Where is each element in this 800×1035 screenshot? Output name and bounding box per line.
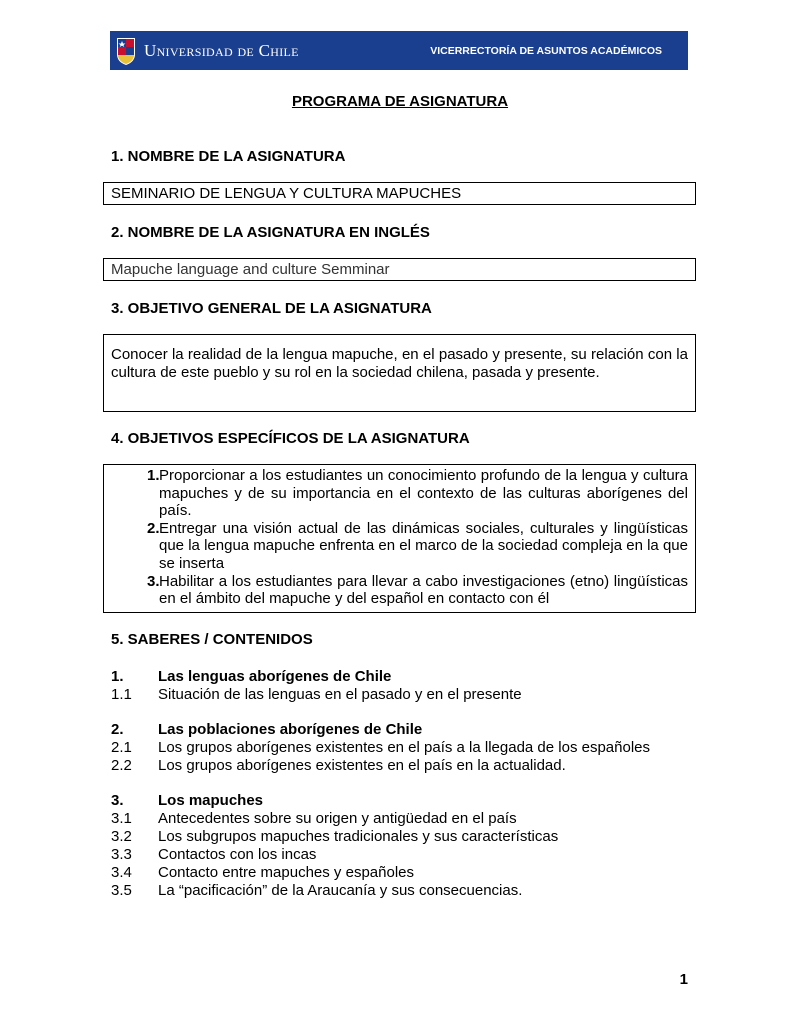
content-item xyxy=(111,686,691,704)
section-1-heading: 1. NOMBRE DE LA ASIGNATURA xyxy=(111,148,346,165)
objective-number: 2. xyxy=(147,519,160,537)
content-item-number: 3.4 xyxy=(111,864,132,881)
section-2-box xyxy=(103,258,696,281)
content-group-title xyxy=(111,668,691,686)
objective-item xyxy=(147,572,688,608)
content-item-text: Antecedentes sobre su origen y antigüedad en el país xyxy=(158,810,517,827)
content-item-text: Los subgrupos mapuches tradicionales y sus características xyxy=(158,828,559,845)
content-item xyxy=(111,757,691,775)
page-title: PROGRAMA DE ASIGNATURA xyxy=(291,93,509,110)
general-objective: Conocer la realidad de la lengua mapuche, en el pasado y presente, su relación con la cultura de este pueblo y su rol en la sociedad chilena, pasada y presente. xyxy=(111,346,688,381)
content-group-label: Las poblaciones aborígenes de Chile xyxy=(158,721,423,738)
office-name: VICERRECTORÍA DE ASUNTOS ACADÉMICOS xyxy=(430,44,662,57)
content-item xyxy=(111,864,691,882)
content-item xyxy=(111,882,691,900)
content-item-number: 3.5 xyxy=(111,882,132,899)
section-3-heading: 3. OBJETIVO GENERAL DE LA ASIGNATURA xyxy=(111,300,432,317)
content-group-title xyxy=(111,792,691,810)
content-item xyxy=(111,739,691,757)
section-3-box xyxy=(103,334,696,412)
objective-text: Habilitar a los estudiantes para llevar a cabo investigaciones (etno) lingüísticas en el ámbito del mapuche y del español en contacto con él xyxy=(159,572,688,608)
content-item-number: 3.3 xyxy=(111,846,132,863)
content-item-text: Situación de las lenguas en el pasado y en el presente xyxy=(158,686,522,703)
content-group-title xyxy=(111,721,691,739)
objective-item xyxy=(147,467,688,520)
contents-list xyxy=(111,668,691,900)
content-item xyxy=(111,846,691,864)
content-item xyxy=(111,810,691,828)
content-group-label: Las lenguas aborígenes de Chile xyxy=(158,668,392,685)
course-name-english: Mapuche language and culture Semminar xyxy=(111,261,390,278)
section-5-heading: 5. SABERES / CONTENIDOS xyxy=(111,631,313,648)
content-item-text: La “pacificación” de la Araucanía y sus consecuencias. xyxy=(158,882,523,899)
section-4-heading: 4. OBJETIVOS ESPECÍFICOS DE LA ASIGNATURA xyxy=(111,430,470,447)
header-banner xyxy=(110,31,688,70)
content-group-number: 3. xyxy=(111,792,124,809)
page-number: 1 xyxy=(679,971,688,988)
course-name: SEMINARIO DE LENGUA Y CULTURA MAPUCHES xyxy=(111,185,462,202)
university-crest-icon xyxy=(116,36,136,66)
objective-number: 3. xyxy=(147,572,160,590)
content-item-number: 3.2 xyxy=(111,828,132,845)
content-item xyxy=(111,828,691,846)
section-4-box xyxy=(103,464,696,613)
content-item-number: 2.1 xyxy=(111,739,132,756)
section-2-heading: 2. NOMBRE DE LA ASIGNATURA EN INGLÉS xyxy=(111,224,430,241)
content-item-number: 3.1 xyxy=(111,810,132,827)
objective-number: 1. xyxy=(147,467,160,484)
objective-text: Proporcionar a los estudiantes un conocimiento profundo de la lengua y cultura mapuches y de su importancia en el contexto de las culturas aborígenes del país. xyxy=(159,467,688,520)
section-1-box xyxy=(103,182,696,205)
content-item-number: 1.1 xyxy=(111,686,132,703)
content-item-number: 2.2 xyxy=(111,757,132,774)
content-item-text: Contacto entre mapuches y españoles xyxy=(158,864,414,881)
objective-text: Entregar una visión actual de las dinámicas sociales, culturales y lingüísticas que la lengua mapuche enfrenta en el marco de la sociedad compleja en la que se inserta xyxy=(159,519,688,572)
content-item-text: Los grupos aborígenes existentes en el país en la actualidad. xyxy=(158,757,566,774)
content-group-number: 2. xyxy=(111,721,124,738)
specific-objectives-list xyxy=(104,465,695,610)
content-item-text: Los grupos aborígenes existentes en el país a la llegada de los españoles xyxy=(158,739,651,756)
content-item-text: Contactos con los incas xyxy=(158,846,317,863)
objective-item xyxy=(147,519,688,573)
content-group-label: Los mapuches xyxy=(158,792,264,809)
university-name: Universidad de Chile xyxy=(144,40,299,60)
content-group-number: 1. xyxy=(111,668,124,685)
